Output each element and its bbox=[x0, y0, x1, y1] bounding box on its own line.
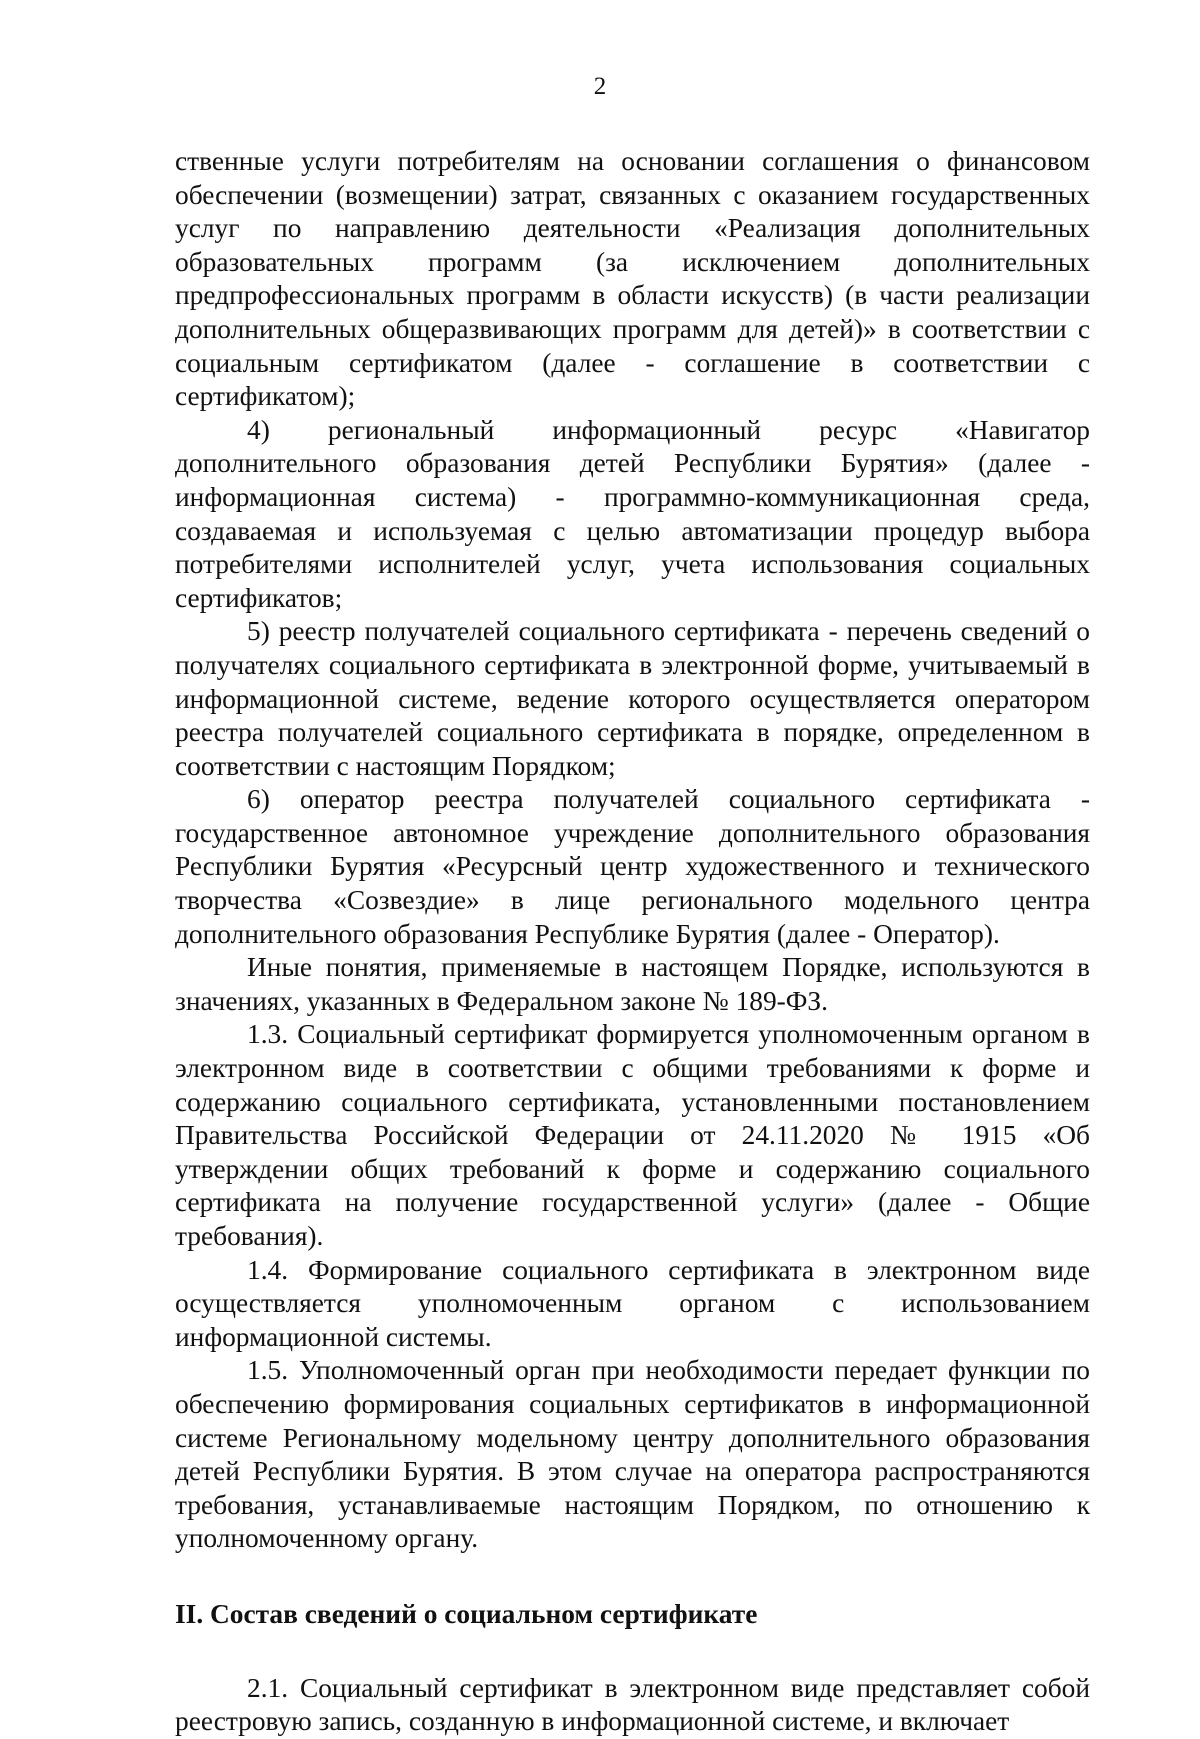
section-heading: II. Состав сведений о социальном сертификате bbox=[175, 1598, 758, 1629]
paragraph-item-4: 4) региональный информационный ресурс «Навигатор дополнительного образования детей Республики Бурятия» (далее - информационная система) - программно-коммуникационная среда, создаваемая и используемая с целью автоматизации процедур выбора потребителями исполнителей услуг, учета использования социальных сертификатов; bbox=[175, 414, 1090, 613]
paragraph-item-5: 5) реестр получателей социального сертификата - перечень сведений о получателях социального сертификата в электронной форме, учитываемый в информационной системе, ведение которого осуществляется оператором реестра получателей социального сертификата в порядке, определенном в соответствии с настоящим Порядком; bbox=[175, 616, 1090, 781]
page-number: 2 bbox=[593, 73, 607, 100]
paragraph-other-terms: Иные понятия, применяемые в настоящем Порядке, используются в значениях, указанных в Федеральном законе № 189-ФЗ. bbox=[175, 952, 1090, 1016]
paragraph-item-6: 6) оператор реестра получателей социального сертификата - государственное автономное учреждение дополнительного образования Республики Бурятия «Ресурсный центр художественного и технического творчества «Созвездие» в лице регионального модельного центра дополнительного образования Республике Бурятия (далее - Оператор). bbox=[175, 784, 1090, 949]
paragraph-2-1: 2.1. Социальный сертификат в электронном виде представляет собой реестровую запись, созданную в информационной системе, и включает bbox=[175, 1672, 1090, 1737]
paragraph-1-3: 1.3. Социальный сертификат формируется уполномоченным органом в электронном виде в соответствии с общими требованиями к форме и содержанию социального сертификата, установленными постановлением Правительства Российской Федерации от 24.11.2020 № 1915 «Об утверждении общих требований к форме и содержанию социального сертификата на получение государственной услуги» (далее - Общие требования). bbox=[175, 1019, 1090, 1251]
paragraph-1-4: 1.4. Формирование социального сертификата в электронном виде осуществляется уполномоченным органом с использованием информационной системы. bbox=[175, 1254, 1090, 1352]
paragraph-continuation: ственные услуги потребителям на основании соглашения о финансовом обеспечении (возмещении) затрат, связанных с оказанием государственных услуг по направлению деятельности «Реализация дополнительных образовательных программ (за исключением дополнительных предпрофессиональных программ в области искусств) (в части реализации дополнительных общеразвивающих программ для детей)» в соответствии с социальным сертификатом (далее - соглашение в соответствии с сертификатом); bbox=[175, 146, 1090, 412]
paragraph-1-5: 1.5. Уполномоченный орган при необходимости передает функции по обеспечению формирования социальных сертификатов в информационной системе Региональному модельному центру дополнительного образования детей Республики Бурятия. В этом случае на оператора распространяются требования, устанавливаемые настоящим Порядком, по отношению к уполномоченному органу. bbox=[175, 1355, 1090, 1554]
document-body bbox=[175, 145, 1090, 1739]
